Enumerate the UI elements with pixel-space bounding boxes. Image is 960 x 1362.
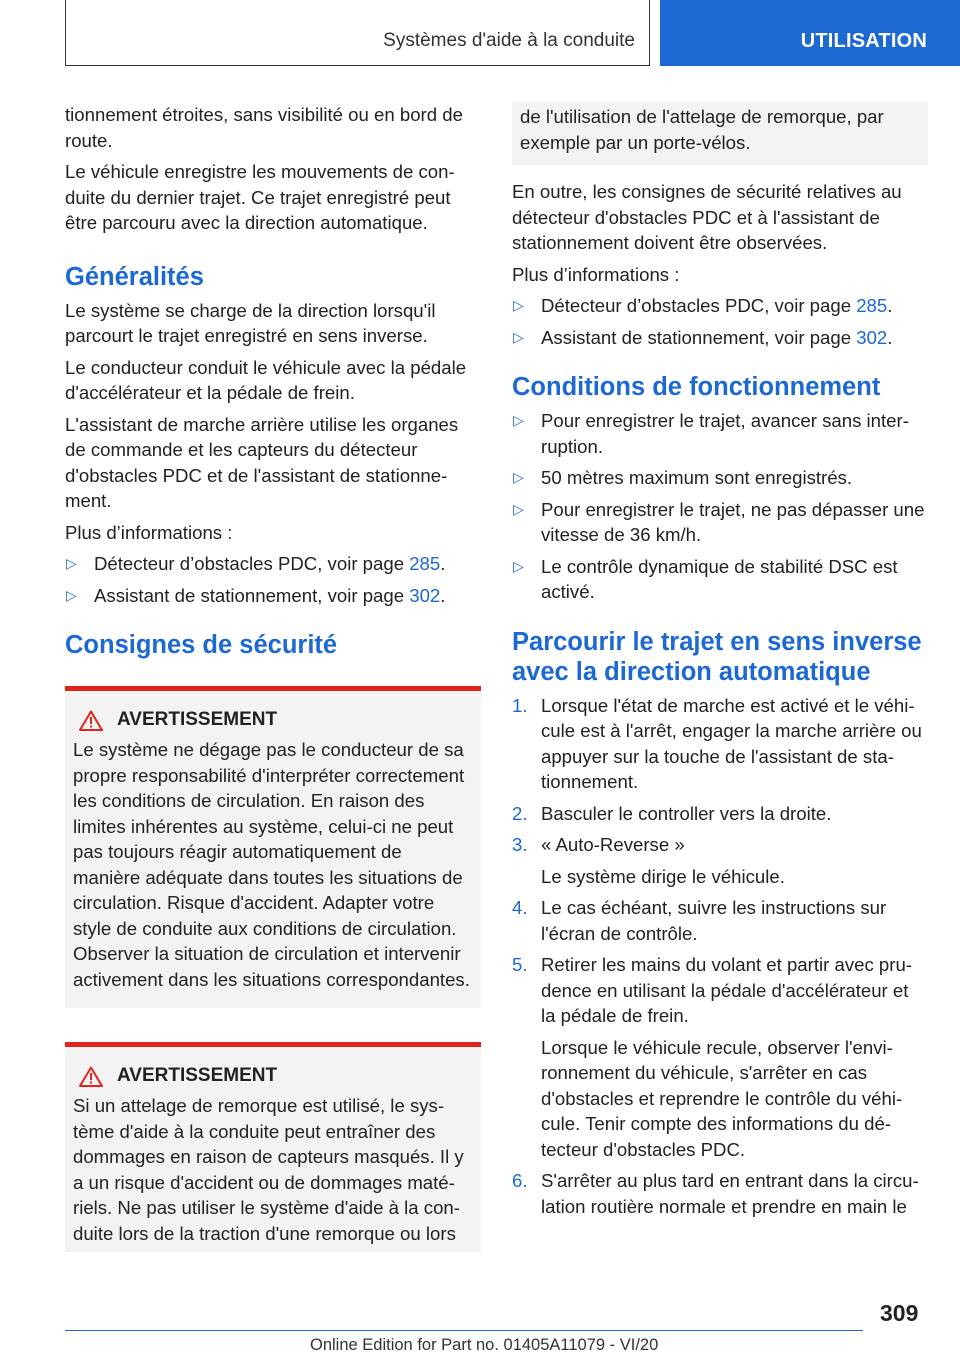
step-number: 6. (512, 1170, 528, 1191)
list-item: ▷ Détecteur d’obstacles PDC, voir page 285. (512, 293, 928, 319)
warning-title: AVERTISSEMENT (79, 1065, 473, 1087)
reference-list (65, 551, 481, 608)
page-number: 309 (880, 1300, 919, 1326)
paragraph: Le conducteur conduit le véhicule avec la pédale d'accélérateur et la pédale de frein. (65, 356, 467, 403)
step-item: 6. S'arrêter au plus tard en entrant dans la circulation routière normale et prendre en main le (512, 1170, 919, 1217)
warning-text: de l'utilisation de l'attelage de remorque, par exemple par un porte-vélos. (520, 106, 884, 153)
paragraph: En outre, les consignes de sécurité relatives au détecteur d'obstacles PDC et à l'assistant de stationnement doivent être observées. (512, 181, 902, 253)
list-item: ▷ Assistant de stationnement, voir page 302. (65, 583, 481, 609)
page-link-285[interactable]: 285 (856, 295, 888, 316)
step-item: 4. Le cas échéant, suivre les instructions sur l'écran de contrôle. (512, 897, 887, 944)
page-header (0, 0, 960, 66)
section-heading-generalites: Généralités (65, 262, 204, 291)
step-result: Lorsque le véhicule recule, observer l'environnement du véhicule, s'arrêter en cas d'obstacles et reprendre le contrôle du véhicule. Tenir compte des informations du détecteur d'obstacles PDC. (541, 1036, 903, 1160)
triangle-bullet-icon: ▷ (66, 586, 77, 603)
paragraph: L'assistant de marche arrière utilise les organes de commande et les capteurs du détecteur d'obstacles PDC et de l'assistant de stationnement. (65, 413, 459, 511)
footer-divider (65, 1330, 863, 1331)
step-item: 3. « Auto-Reverse » Le système dirige le véhicule. (512, 832, 928, 889)
conditions-list (512, 408, 928, 605)
warning-triangle-icon (79, 710, 103, 731)
warning-title: AVERTISSEMENT (79, 709, 473, 731)
header-section-title: Systèmes d'aide à la conduite (65, 0, 650, 66)
right-column (512, 102, 928, 1225)
list-item: ▷ Pour enregistrer le trajet, ne pas dépasser une vitesse de 36 km/h. (513, 498, 925, 545)
step-item: 2. Basculer le controller vers la droite. (512, 801, 928, 827)
warning-text: Le système ne dégage pas le conducteur de sa propre responsabilité d'interpréter correctement les conditions de circulation. En raison des limites inhérentes au système, celui-ci ne peut pas toujours réagir automatiquement de manière adéquate dans toutes les situations de circulation. Risque d'accident. Adapter votre style de conduite aux conditions de circulation. Observer la situation de circulation et intervenir activement dans les situations correspondantes. (73, 739, 470, 990)
triangle-bullet-icon: ▷ (513, 500, 524, 517)
triangle-bullet-icon: ▷ (513, 328, 524, 345)
page-link-302[interactable]: 302 (856, 326, 888, 348)
warning-box (65, 686, 481, 1008)
intro-paragraph: tionnement étroites, sans visibilité ou en bord de route. (65, 104, 463, 151)
triangle-bullet-icon: ▷ (513, 297, 524, 313)
paragraph: Le système se charge de la direction lorsqu'il parcourt le trajet enregistré en sens inverse. (65, 299, 436, 346)
triangle-bullet-icon: ▷ (513, 469, 524, 485)
step-number: 2. (512, 802, 528, 824)
warning-box (65, 1042, 481, 1252)
section-heading-consignes: Consignes de sécurité (65, 631, 338, 659)
left-column (65, 102, 481, 1252)
triangle-bullet-icon: ▷ (513, 557, 524, 574)
warning-triangle-icon (79, 1066, 103, 1087)
step-item: 5. Retirer les mains du volant et partir avec prudence en utilisant la pédale d'accélérateur et la pédale de frein. Lorsque le véhicule recule, observer l'environnement du véhicule, s'arrêter en cas d'obstacles et reprendre le contrôle du véhicule. Tenir compte des informations du détecteur d'obstacles PDC. (512, 952, 928, 1162)
footer-edition: Online Edition for Part no. 01405A11079 - VI/20 (310, 1336, 659, 1354)
step-number: 5. (512, 954, 528, 975)
header-chapter-tab[interactable]: UTILISATION (660, 0, 960, 66)
list-item: ▷ Détecteur d’obstacles PDC, voir page 285. (65, 551, 481, 577)
section-heading-parcourir: Parcourir le trajet en sens inverse avec la direction automatique (512, 627, 922, 686)
page-link-285[interactable]: 285 (409, 553, 441, 574)
warning-continuation-box (512, 102, 928, 165)
section-heading-conditions: Conditions de fonctionnement (512, 373, 881, 401)
list-item: ▷ Le contrôle dynamique de stabilité DSC est activé. (513, 555, 898, 602)
paragraph: Plus d’informations : (65, 521, 233, 543)
list-item: ▷ Pour enregistrer le trajet, avancer sans interruption. (513, 410, 909, 457)
warning-text: Si un attelage de remorque est utilisé, le système d'aide à la conduite peut entraîner des dommages en raison de capteurs masqués. Il y a un risque d'accident ou de dommages matériels. Ne pas utiliser le système d'aide à la conduite lors de la traction d'une remorque ou lors (73, 1095, 464, 1244)
step-number: 4. (512, 897, 528, 918)
list-item: ▷ 50 mètres maximum sont enregistrés. (512, 465, 928, 491)
step-item: 1. Lorsque l'état de marche est activé et le véhicule est à l'arrêt, engager la marche arrière ou appuyer sur la touche de l'assistant de stationnement. (512, 694, 922, 792)
step-number: 1. (512, 694, 528, 716)
intro-paragraph: Le véhicule enregistre les mouvements de conduite du dernier trajet. Ce trajet enregistré peut être parcouru avec la direction automatique. (65, 161, 455, 233)
step-number: 3. (512, 834, 528, 855)
triangle-bullet-icon: ▷ (513, 412, 524, 428)
page-link-302[interactable]: 302 (409, 584, 441, 606)
step-result: Le système dirige le véhicule. (541, 865, 785, 887)
paragraph: Plus d’informations : (512, 263, 680, 285)
steps-list (512, 693, 928, 1220)
triangle-bullet-icon: ▷ (66, 555, 77, 571)
reference-list (512, 293, 928, 350)
list-item: ▷ Assistant de stationnement, voir page 302. (512, 325, 928, 351)
